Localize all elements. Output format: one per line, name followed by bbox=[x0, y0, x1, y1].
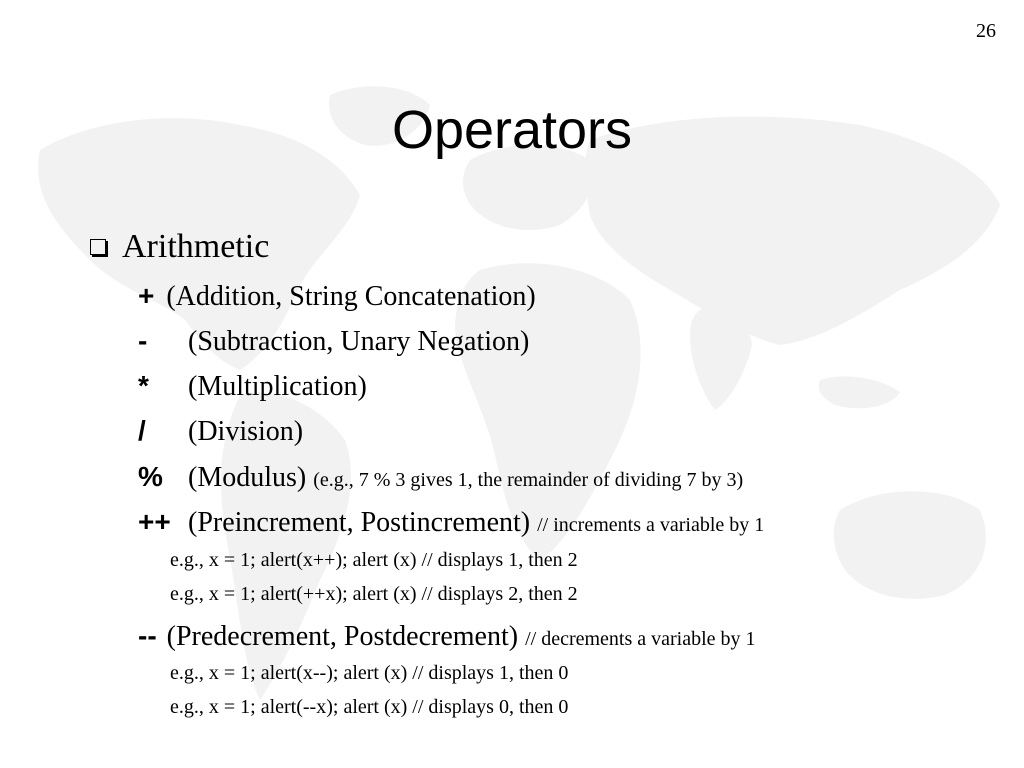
operator-symbol: + bbox=[138, 280, 155, 311]
operator-symbol: / bbox=[138, 415, 146, 446]
bullet-arithmetic bbox=[90, 228, 269, 266]
operator-symbol: % bbox=[138, 461, 163, 492]
operator-row-subtraction bbox=[138, 325, 529, 358]
operator-description: (Subtraction, Unary Negation) bbox=[188, 326, 530, 357]
operator-description: (Addition, String Concatenation) bbox=[166, 281, 536, 312]
operator-row-modulus bbox=[138, 461, 743, 494]
operator-description: (Division) bbox=[188, 416, 304, 447]
example-line: e.g., x = 1; alert(--x); alert (x) // displays 0, then 0 bbox=[170, 696, 569, 718]
bullet-text: Arithmetic bbox=[122, 228, 270, 265]
operator-description: (Modulus) bbox=[188, 462, 307, 493]
operator-note: (e.g., 7 % 3 gives 1, the remainder of dividing 7 by 3) bbox=[313, 469, 744, 491]
operator-row-increment bbox=[138, 506, 764, 539]
operator-row-multiplication bbox=[138, 370, 367, 403]
operator-symbol: -- bbox=[138, 620, 157, 651]
example-line: e.g., x = 1; alert(x++); alert (x) // displays 1, then 2 bbox=[170, 549, 578, 571]
operator-symbol: * bbox=[138, 370, 149, 401]
operator-symbol: - bbox=[138, 325, 148, 356]
example-line: e.g., x = 1; alert(x--); alert (x) // displays 1, then 0 bbox=[170, 662, 569, 684]
operator-description: (Preincrement, Postincrement) bbox=[188, 507, 531, 538]
operator-row-addition bbox=[138, 280, 536, 313]
operator-symbol: ++ bbox=[138, 506, 171, 537]
operator-note: // decrements a variable by 1 bbox=[525, 628, 756, 650]
slide-title: Operators bbox=[391, 100, 633, 160]
operator-note: // increments a variable by 1 bbox=[537, 514, 765, 536]
square-bullet-icon bbox=[90, 239, 106, 255]
operator-row-decrement bbox=[138, 620, 756, 653]
example-line: e.g., x = 1; alert(++x); alert (x) // displays 2, then 2 bbox=[170, 583, 578, 605]
operator-row-division bbox=[138, 415, 303, 448]
operator-description: (Predecrement, Postdecrement) bbox=[166, 621, 519, 652]
page-number: 26 bbox=[976, 20, 996, 42]
operator-description: (Multiplication) bbox=[188, 371, 367, 402]
